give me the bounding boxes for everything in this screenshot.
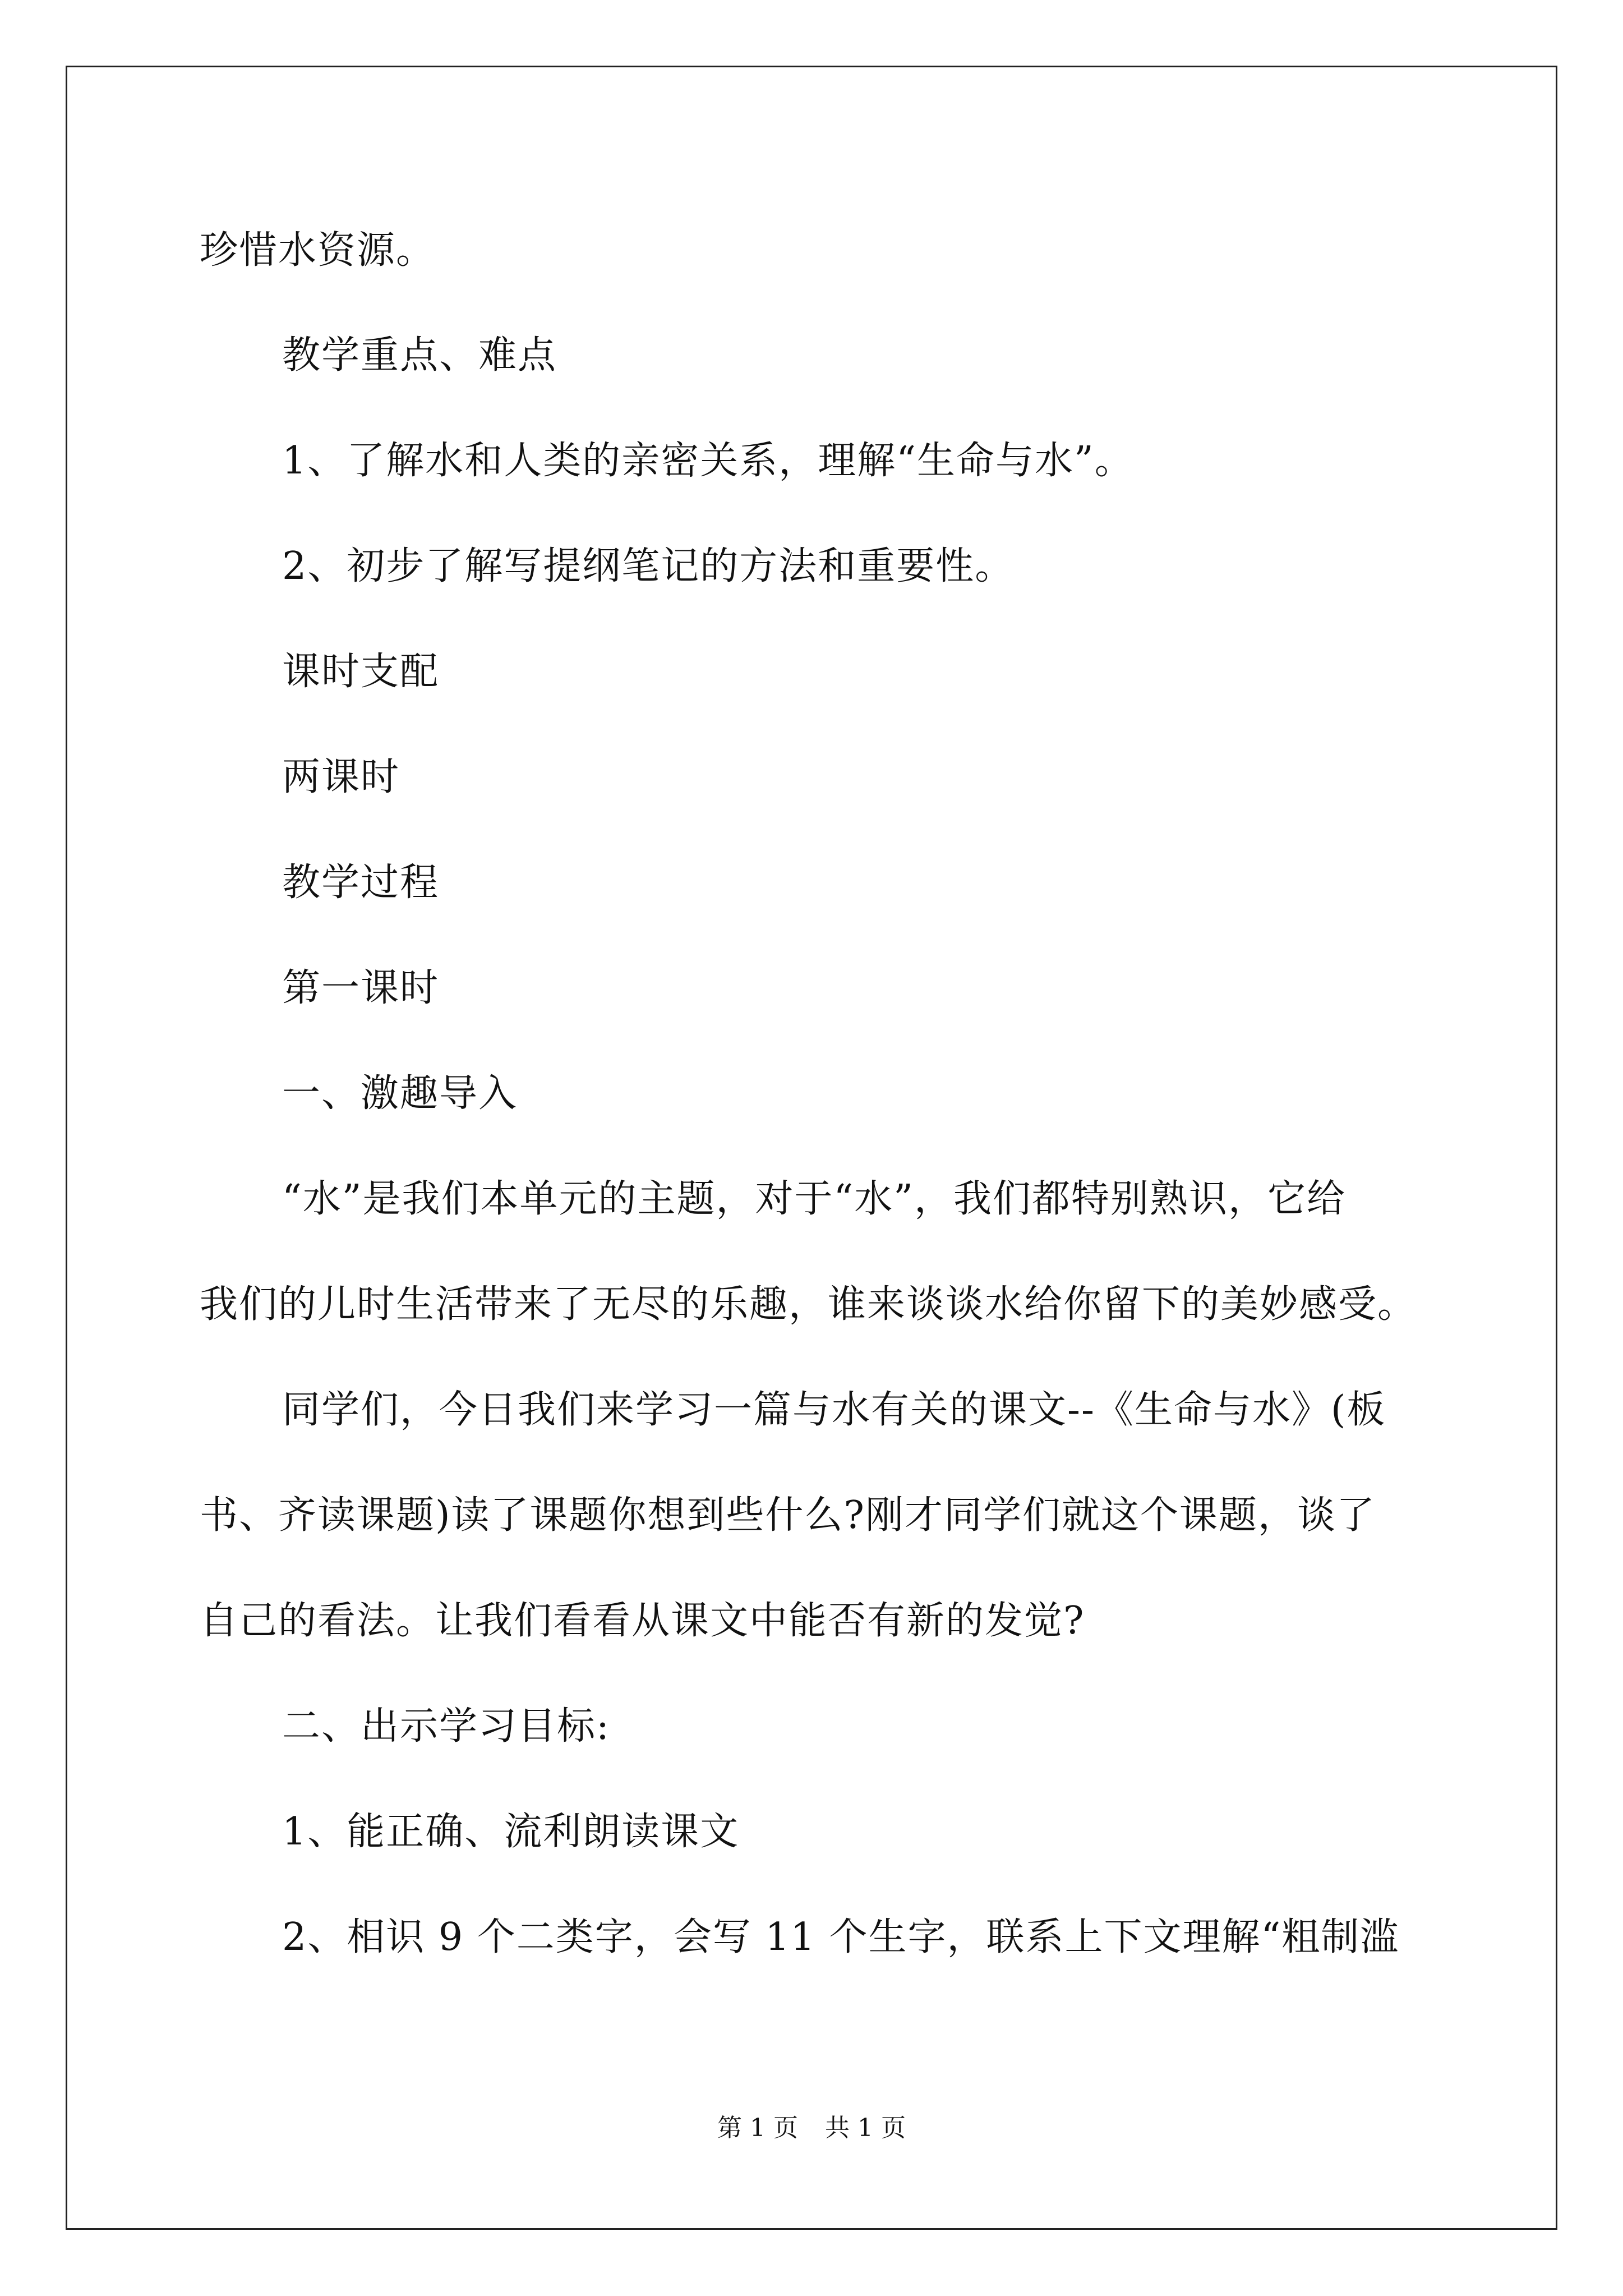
text-line-15: 二、出示学习目标: [282, 1704, 610, 1749]
text-line-16: 1、能正确、流利朗读课文 [282, 1810, 740, 1854]
text-line-8: 第一课时 [282, 966, 440, 1010]
text-line-11: 我们的儿时生活带来了无尽的乐趣，谁来谈谈水给你留下的美妙感受。 [200, 1282, 1417, 1327]
text-line-14: 自己的看法。让我们看看从课文中能否有新的发觉? [200, 1599, 1085, 1643]
page-footer [0, 2116, 1623, 2141]
text-line-4: 2、初步了解写提纲笔记的方法和重要性。 [282, 544, 1015, 588]
text-line-12: 同学们，今日我们来学习一篇与水有关的课文--《生命与水》(板 [282, 1388, 1386, 1432]
text-line-2: 教学重点、难点 [282, 333, 557, 378]
text-line-13: 书、齐读课题)读了课题你想到些什么?刚才同学们就这个课题，谈了 [200, 1493, 1376, 1538]
text-line-5: 课时支配 [282, 650, 440, 694]
page-total: 共 1 页 [825, 2114, 906, 2142]
page-number: 第 1 页 [717, 2114, 798, 2142]
text-line-7: 教学过程 [282, 861, 440, 905]
text-line-17: 2、相识 9 个二类字，会写 11 个生字，联系上下文理解“粗制滥 [282, 1915, 1400, 1959]
text-line-6: 两课时 [282, 755, 400, 799]
text-line-10: “水”是我们本单元的主题，对于“水”，我们都特别熟识，它给 [282, 1177, 1347, 1221]
text-line-3: 1、了解水和人类的亲密关系，理解“生命与水”。 [282, 439, 1134, 483]
text-line-1: 珍惜水资源。 [200, 228, 436, 273]
text-line-9: 一、激趣导入 [282, 1071, 518, 1116]
page-border [66, 66, 1557, 2230]
